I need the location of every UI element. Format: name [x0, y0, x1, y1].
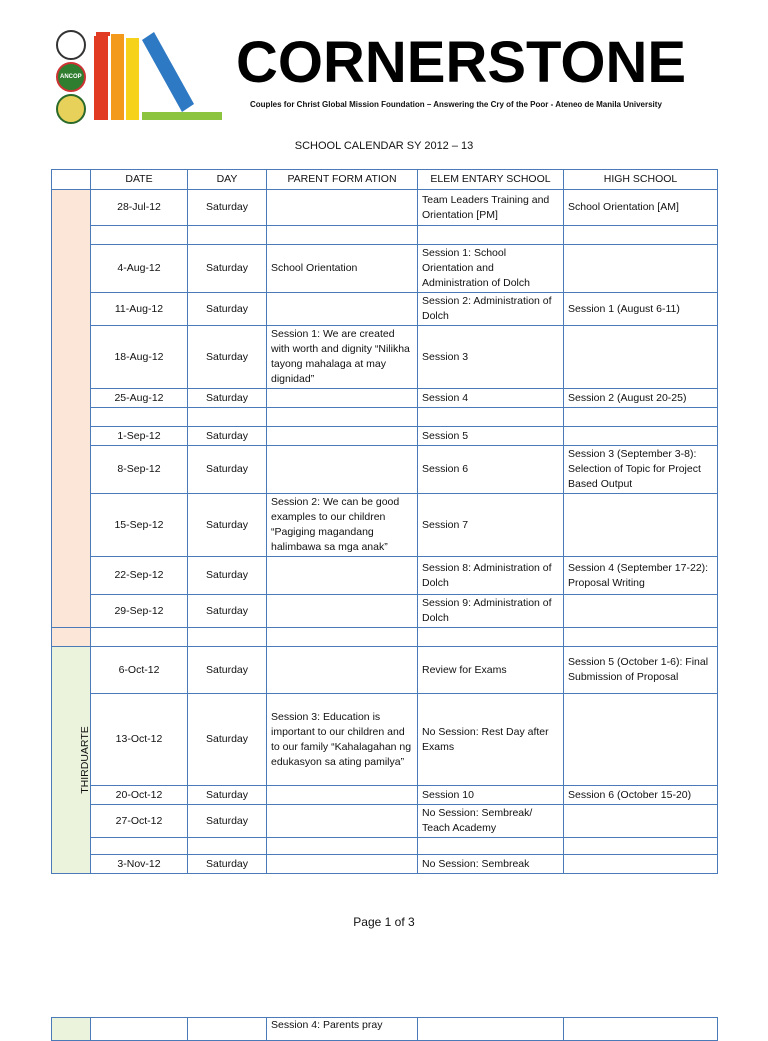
brand-title: CORNERSTONE	[236, 30, 687, 95]
table-row	[52, 190, 718, 226]
date-cell: 6-Oct-12	[91, 647, 188, 694]
day-cell: Saturday	[188, 293, 267, 326]
date-cell: 1-Sep-12	[91, 427, 188, 446]
day-cell	[188, 628, 267, 647]
date-cell: 22-Sep-12	[91, 557, 188, 595]
elementary-cell: Session 8: Administration of Dolch	[418, 557, 564, 595]
parent-formation-cell	[267, 557, 418, 595]
school-calendar-table	[51, 169, 718, 874]
parent-formation-cell	[267, 595, 418, 628]
day-cell: Saturday	[188, 446, 267, 494]
date-cell	[91, 408, 188, 427]
high-school-cell	[564, 494, 718, 557]
parent-formation-cell: Session 2: We can be good examples to our children “Pagiging magandang halimbawa sa mga anak”	[267, 494, 418, 557]
elementary-cell: Session 6	[418, 446, 564, 494]
quarter-2-side-cell	[52, 647, 91, 874]
ateneo-seal-icon	[56, 94, 86, 124]
high-school-cell: School Orientation [AM]	[564, 190, 718, 226]
elementary-cell: No Session: Sembreak	[418, 855, 564, 874]
next-elem-cell	[418, 1018, 564, 1041]
high-school-cell	[564, 855, 718, 874]
cfc-seal-icon	[56, 30, 86, 60]
day-cell: Saturday	[188, 326, 267, 389]
high-school-cell	[564, 427, 718, 446]
day-cell	[188, 838, 267, 855]
parent-formation-cell: School Orientation	[267, 245, 418, 293]
table-row	[52, 446, 718, 494]
high-school-cell	[564, 628, 718, 647]
elementary-cell: Review for Exams	[418, 647, 564, 694]
elementary-cell: Session 1: School Orientation and Administration of Dolch	[418, 245, 564, 293]
high-school-cell: Session 4 (September 17-22): Proposal Writing	[564, 557, 718, 595]
elementary-cell: Team Leaders Training and Orientation [PM]	[418, 190, 564, 226]
date-cell: 25-Aug-12	[91, 389, 188, 408]
date-cell: 13-Oct-12	[91, 694, 188, 786]
table-row	[52, 427, 718, 446]
date-cell: 20-Oct-12	[91, 786, 188, 805]
high-school-cell	[564, 245, 718, 293]
table-row	[52, 628, 718, 647]
next-date-cell	[91, 1018, 188, 1041]
high-school-cell	[564, 838, 718, 855]
column-header-day: DAY	[188, 170, 267, 190]
table-row	[52, 595, 718, 628]
elementary-cell: Session 10	[418, 786, 564, 805]
parent-formation-cell	[267, 427, 418, 446]
date-cell: 18-Aug-12	[91, 326, 188, 389]
high-school-cell	[564, 595, 718, 628]
elementary-cell	[418, 628, 564, 647]
day-cell: Saturday	[188, 245, 267, 293]
next-parent-cell: Session 4: Parents pray	[267, 1018, 418, 1041]
high-school-cell	[564, 408, 718, 427]
table-row	[52, 805, 718, 838]
elementary-cell: Session 5	[418, 427, 564, 446]
parent-formation-cell	[267, 855, 418, 874]
ancop-seal-icon	[56, 62, 86, 92]
table-row	[52, 557, 718, 595]
parent-formation-cell	[267, 838, 418, 855]
high-school-cell: Session 2 (August 20-25)	[564, 389, 718, 408]
day-cell: Saturday	[188, 427, 267, 446]
ancop-seal-label: ANCOP	[60, 74, 82, 80]
table-row	[52, 293, 718, 326]
day-cell: Saturday	[188, 595, 267, 628]
column-header-high-school: HIGH SCHOOL	[564, 170, 718, 190]
parent-formation-cell: Session 1: We are created with worth and dignity “Nilikha tayong mahalaga at may dignidad”	[267, 326, 418, 389]
parent-formation-cell	[267, 786, 418, 805]
cornerstone-logo	[56, 26, 226, 126]
day-cell: Saturday	[188, 805, 267, 838]
next-hs-cell	[564, 1018, 718, 1041]
parent-formation-cell: Session 3: Education is important to our children and to our family “Kahalagahan ng edukasyon sa ating pamilya”	[267, 694, 418, 786]
page-number: Page 1 of 3	[353, 915, 415, 929]
elementary-cell: Session 3	[418, 326, 564, 389]
high-school-cell	[564, 326, 718, 389]
elementary-cell: Session 9: Administration of Dolch	[418, 595, 564, 628]
parent-formation-cell	[267, 446, 418, 494]
table-row	[52, 647, 718, 694]
day-cell: Saturday	[188, 694, 267, 786]
high-school-cell: Session 5 (October 1-6): Final Submission of Proposal	[564, 647, 718, 694]
date-cell: 11-Aug-12	[91, 293, 188, 326]
next-side-cell	[52, 1018, 91, 1041]
date-cell: 28-Jul-12	[91, 190, 188, 226]
date-cell: 27-Oct-12	[91, 805, 188, 838]
high-school-cell: Session 1 (August 6-11)	[564, 293, 718, 326]
parent-formation-cell	[267, 628, 418, 647]
next-page-table-fragment	[51, 1017, 718, 1041]
day-cell: Saturday	[188, 557, 267, 595]
table-row	[52, 226, 718, 245]
table-row	[52, 855, 718, 874]
high-school-cell	[564, 226, 718, 245]
day-cell: Saturday	[188, 855, 267, 874]
date-cell: 15-Sep-12	[91, 494, 188, 557]
table-row	[52, 494, 718, 557]
elementary-cell: No Session: Sembreak/ Teach Academy	[418, 805, 564, 838]
calendar-title: SCHOOL CALENDAR SY 2012 – 13	[294, 140, 474, 152]
elementary-cell: Session 2: Administration of Dolch	[418, 293, 564, 326]
table-row	[52, 326, 718, 389]
quarter-1-side-cell	[52, 190, 91, 628]
elementary-cell	[418, 408, 564, 427]
brand-subtitle: Couples for Christ Global Mission Foundation – Answering the Cry of the Poor - Ateneo de Manila University	[250, 100, 662, 109]
table-row	[52, 245, 718, 293]
quarter-label: THIRDUARTE	[79, 726, 92, 794]
parent-formation-cell	[267, 293, 418, 326]
parent-formation-cell	[267, 647, 418, 694]
elementary-cell	[418, 838, 564, 855]
elementary-cell	[418, 226, 564, 245]
day-cell	[188, 226, 267, 245]
date-cell	[91, 838, 188, 855]
elementary-cell: Session 4	[418, 389, 564, 408]
date-cell: 3-Nov-12	[91, 855, 188, 874]
next-day-cell	[188, 1018, 267, 1041]
side-header-cell	[52, 170, 91, 190]
high-school-cell: Session 6 (October 15-20)	[564, 786, 718, 805]
elementary-cell: Session 7	[418, 494, 564, 557]
elementary-cell: No Session: Rest Day after Exams	[418, 694, 564, 786]
day-cell: Saturday	[188, 190, 267, 226]
high-school-cell	[564, 805, 718, 838]
parent-formation-cell	[267, 408, 418, 427]
parent-formation-cell	[267, 190, 418, 226]
column-header-parent-formation: PARENT FORM ATION	[267, 170, 418, 190]
table-row	[52, 389, 718, 408]
date-cell	[91, 628, 188, 647]
table-row	[52, 694, 718, 786]
day-cell: Saturday	[188, 647, 267, 694]
high-school-cell: Session 3 (September 3-8): Selection of Topic for Project Based Output	[564, 446, 718, 494]
table-row	[52, 408, 718, 427]
day-cell: Saturday	[188, 389, 267, 408]
column-header-elementary: ELEM ENTARY SCHOOL	[418, 170, 564, 190]
day-cell	[188, 408, 267, 427]
table-row	[52, 786, 718, 805]
date-cell: 4-Aug-12	[91, 245, 188, 293]
books-icon	[90, 26, 230, 126]
table-row	[52, 838, 718, 855]
parent-formation-cell	[267, 389, 418, 408]
table-header-row	[52, 170, 718, 190]
parent-formation-cell	[267, 805, 418, 838]
high-school-cell	[564, 694, 718, 786]
day-cell: Saturday	[188, 786, 267, 805]
parent-formation-cell	[267, 226, 418, 245]
day-cell: Saturday	[188, 494, 267, 557]
date-cell: 8-Sep-12	[91, 446, 188, 494]
column-header-date: DATE	[91, 170, 188, 190]
date-cell	[91, 226, 188, 245]
quarter-1-side-cell-end	[52, 628, 91, 647]
date-cell: 29-Sep-12	[91, 595, 188, 628]
